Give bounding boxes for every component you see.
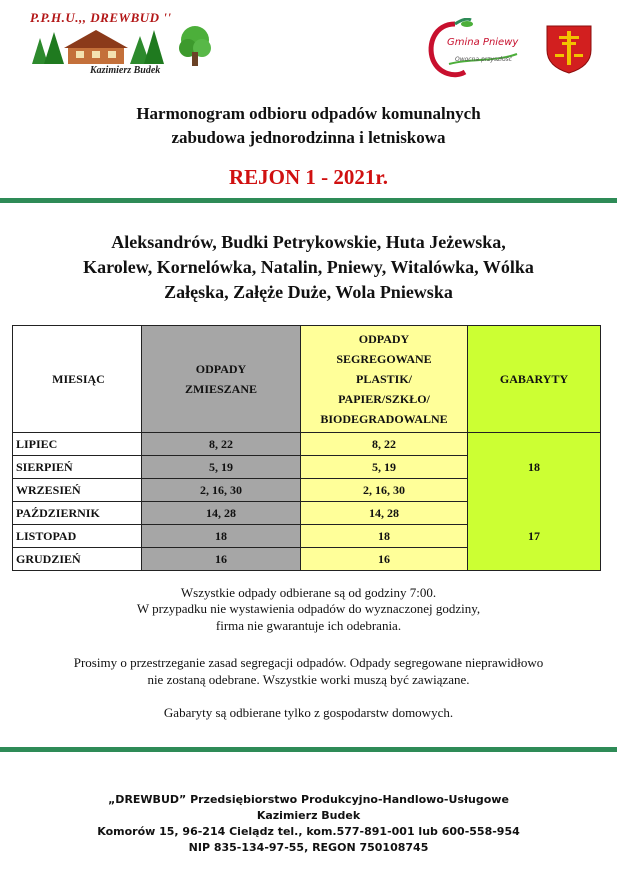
header-seg-line5: BIODEGRADOWALNE: [320, 412, 448, 426]
header-seg-line4: PAPIER/SZKŁO/: [338, 392, 430, 406]
table-row: [13, 479, 601, 502]
month-cell: SIERPIEŃ: [13, 456, 142, 479]
month-cell: LISTOPAD: [13, 525, 142, 548]
note-no-guarantee-1: W przypadku nie wystawienia odpadów do wyznaczonej godziny,: [136, 601, 481, 616]
table-row: [13, 456, 601, 479]
header-seg-line2: SEGREGOWANE: [336, 352, 432, 366]
bulky-cell: [468, 502, 601, 525]
header-segregated-waste: [301, 326, 468, 433]
footer-tax-ids: NIP 835-134-97-55, REGON 750108745: [188, 841, 429, 854]
segregated-cell: 14, 28: [301, 502, 468, 525]
month-cell: LIPIEC: [13, 433, 142, 456]
gmina-pniewy-logo: [425, 18, 525, 80]
note-segregation-1: Prosimy o przestrzeganie zasad segregacji odpadów. Odpady segregowane nieprawidłowo: [73, 655, 544, 670]
segregated-cell: 18: [301, 525, 468, 548]
header-seg-line1: ODPADY: [358, 332, 410, 346]
header-mixed-waste: [142, 326, 301, 433]
footer-owner: Kazimierz Budek: [256, 809, 361, 822]
header-month: MIESIĄC: [13, 326, 142, 433]
mixed-cell: 18: [142, 525, 301, 548]
gmina-pniewy-name: Gmina Pniewy: [447, 37, 519, 48]
bulky-cell: 17: [468, 525, 601, 548]
page-title-line2: zabudowa jednorodzinna i letniskowa: [171, 128, 446, 147]
drewbud-logo-owner: Kazimierz Budek: [90, 65, 161, 76]
schedule-table: [12, 325, 601, 571]
places-line3: Załęska, Załęże Duże, Wola Pniewska: [164, 282, 453, 302]
apple-icon: [425, 18, 525, 80]
footer-address-contact: Komorów 15, 96-214 Cielądz tel., kom.577-891-001 lub 600-558-954: [97, 825, 520, 838]
segregated-cell: 8, 22: [301, 433, 468, 456]
mixed-cell: 8, 22: [142, 433, 301, 456]
header-mixed-line1: ODPADY: [195, 362, 247, 376]
bulky-cell: [468, 433, 601, 456]
note-bulky-waste: Gabaryty są odbierane tylko z gospodarstw domowych.: [163, 705, 454, 720]
mixed-cell: 2, 16, 30: [142, 479, 301, 502]
drewbud-logo-brand: P.P.H.U.,, DREWBUD '': [30, 10, 172, 25]
places-line2: Karolew, Kornelówka, Natalin, Pniewy, Witalówka, Wólka: [83, 257, 534, 277]
month-cell: WRZESIEŃ: [13, 479, 142, 502]
segregated-cell: 2, 16, 30: [301, 479, 468, 502]
header-seg-line3: PLASTIK/: [355, 372, 412, 386]
mixed-cell: 16: [142, 548, 301, 571]
header-mixed-line2: ZMIESZANE: [184, 382, 258, 396]
bulky-cell: [468, 479, 601, 502]
bulky-cell: [468, 548, 601, 571]
gmina-pniewy-tagline: Owocna przyszłość: [455, 56, 513, 63]
drewbud-logo: [30, 8, 215, 78]
note-no-guarantee-2: firma nie gwarantuje ich odebrania.: [215, 618, 402, 633]
note-pickup-time: Wszystkie odpady odbierane są od godziny 7:00.: [180, 585, 437, 600]
coat-of-arms-icon: [545, 24, 593, 74]
table-header-row: [13, 326, 601, 433]
table-row: [13, 433, 601, 456]
mixed-cell: 5, 19: [142, 456, 301, 479]
divider-bottom: [0, 747, 617, 752]
segregated-cell: 5, 19: [301, 456, 468, 479]
table-row: [13, 525, 601, 548]
month-cell: PAŹDZIERNIK: [13, 502, 142, 525]
house-and-trees-icon: [30, 26, 215, 66]
segregated-cell: 16: [301, 548, 468, 571]
footer-company: „DREWBUD” Przedsiębiorstwo Produkcyjno-Handlowo-Usługowe: [108, 793, 509, 806]
table-row: [13, 502, 601, 525]
region-title: REJON 1 - 2021r.: [228, 165, 389, 189]
places-line1: Aleksandrów, Budki Petrykowskie, Huta Jeżewska,: [111, 232, 506, 252]
month-cell: GRUDZIEŃ: [13, 548, 142, 571]
header-bulky-waste: GABARYTY: [468, 326, 601, 433]
page-title-line1: Harmonogram odbioru odpadów komunalnych: [136, 104, 481, 123]
bulky-cell: 18: [468, 456, 601, 479]
table-row: [13, 548, 601, 571]
divider-top: [0, 198, 617, 203]
note-segregation-2: nie zostaną odebrane. Wszystkie worki muszą być zawiązane.: [147, 672, 470, 687]
mixed-cell: 14, 28: [142, 502, 301, 525]
